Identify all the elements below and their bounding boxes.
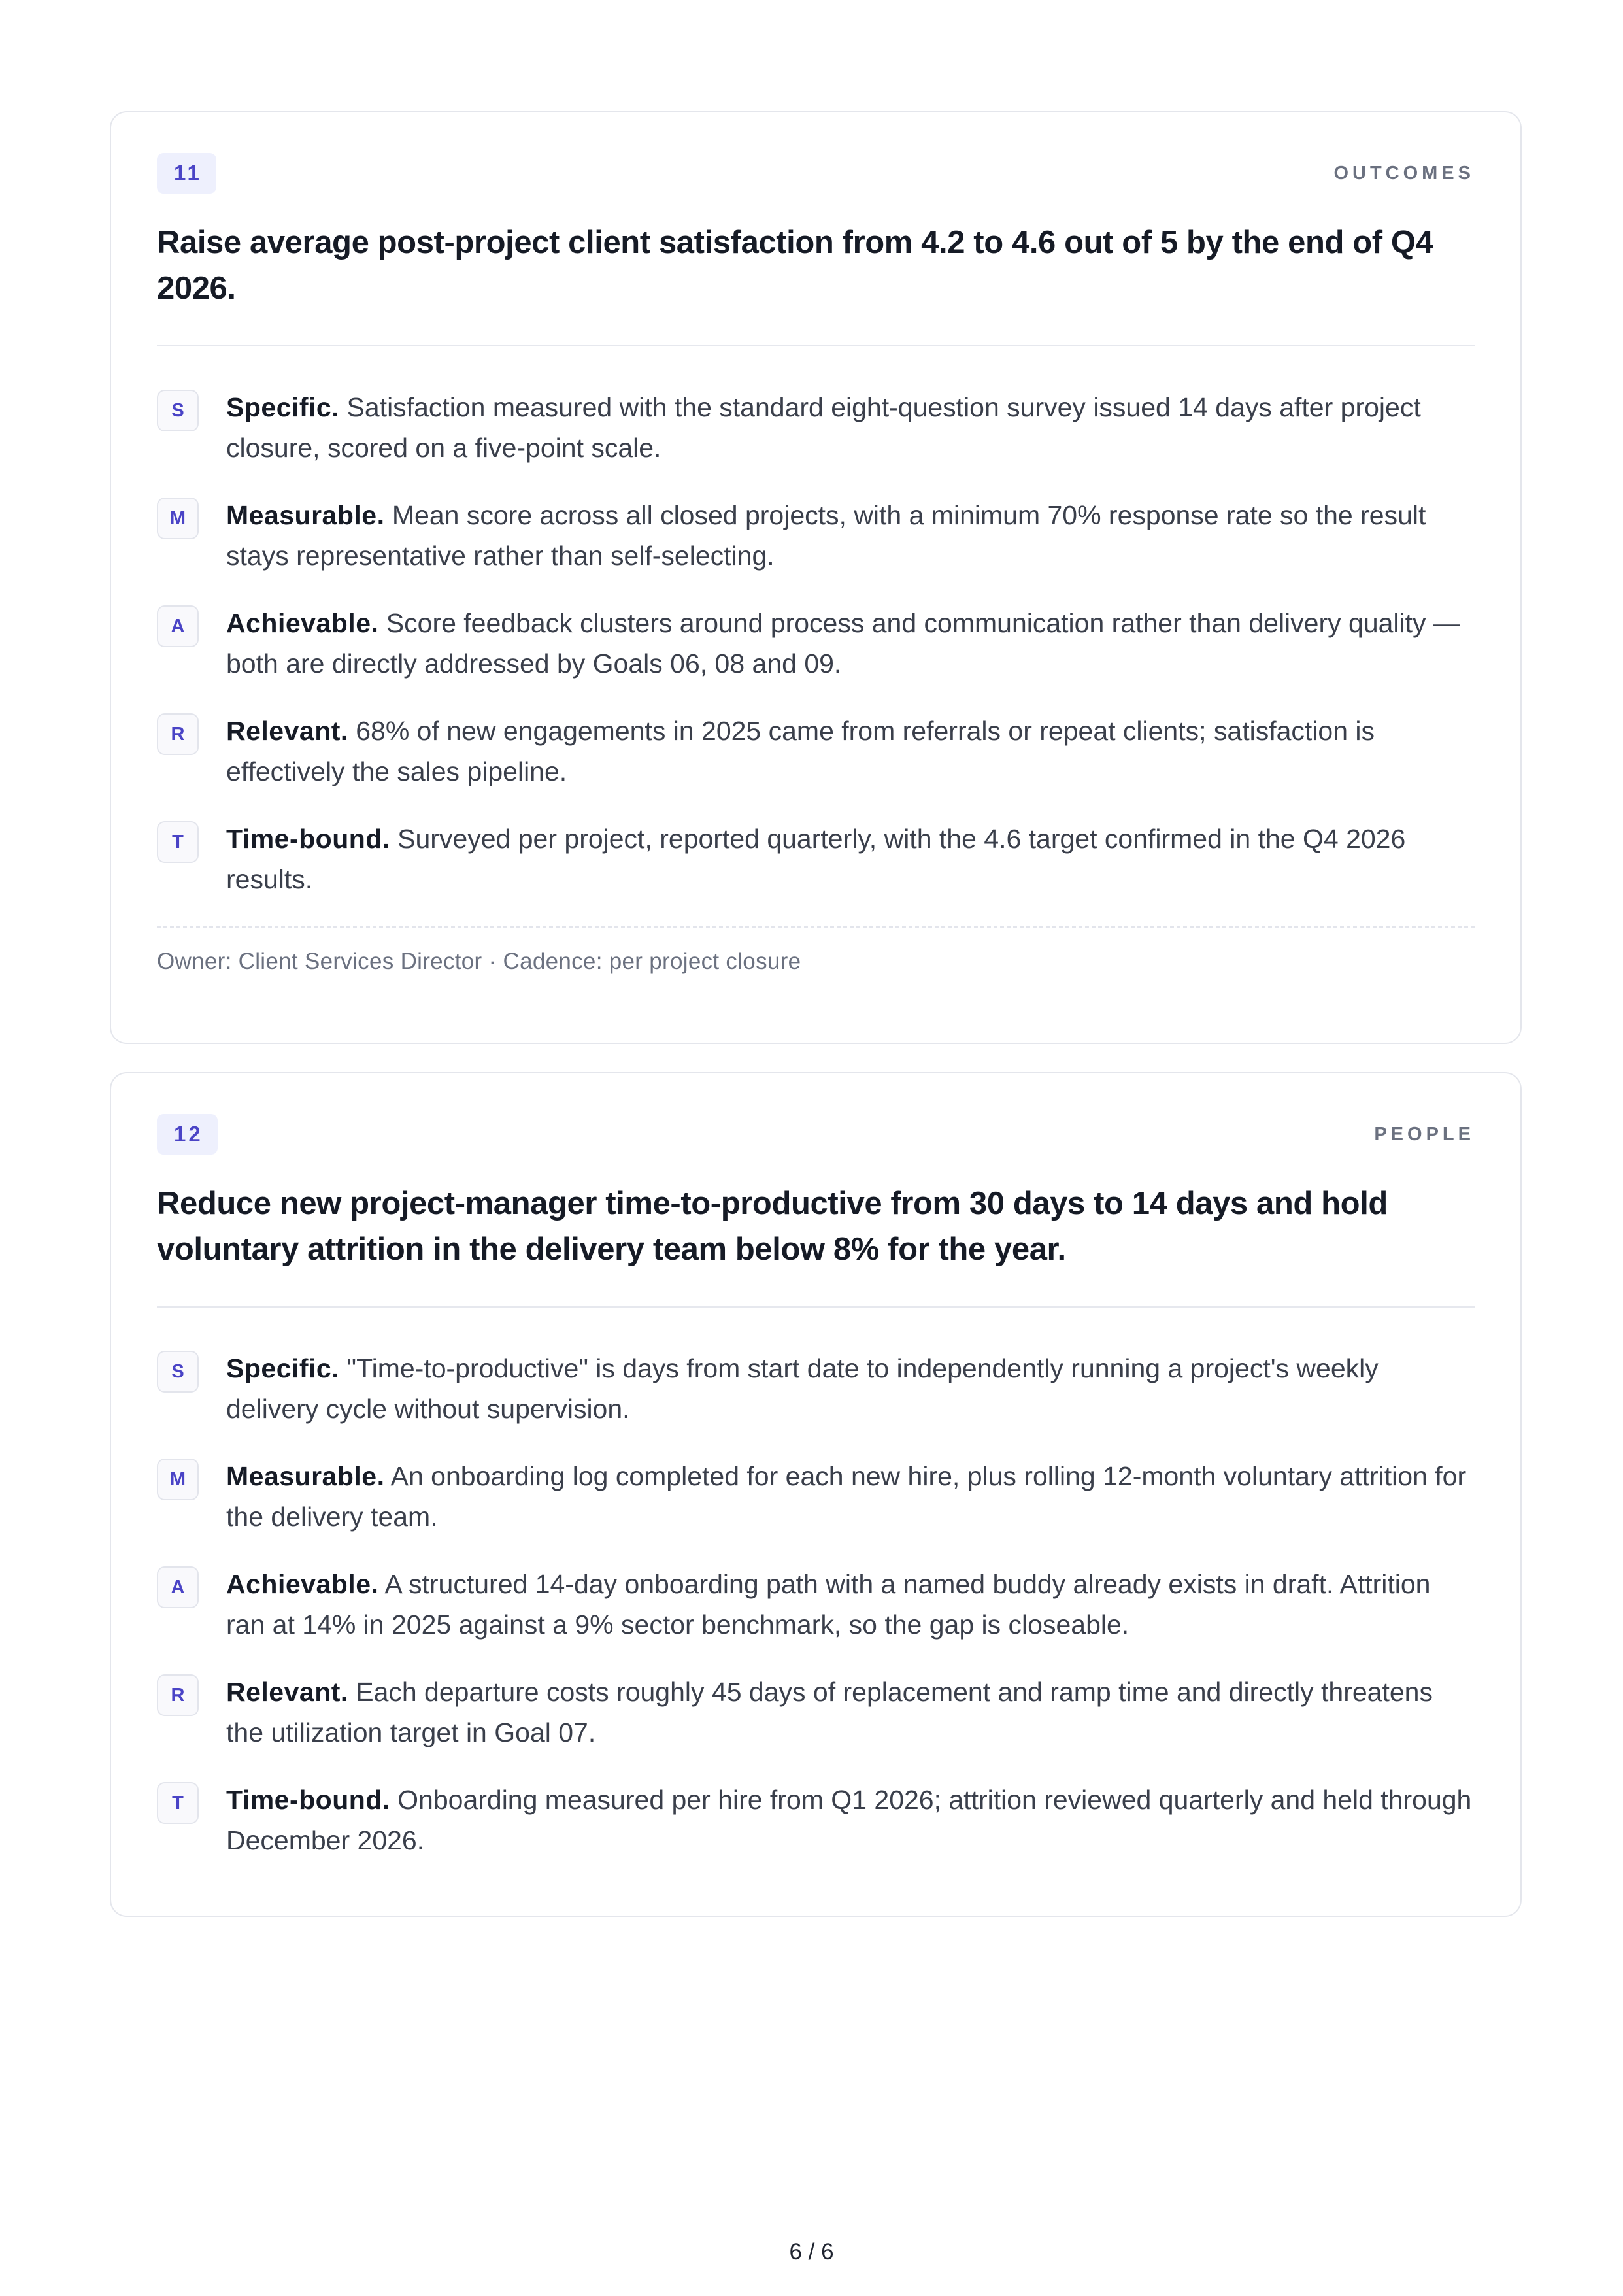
divider — [157, 345, 1475, 346]
smart-label: Measurable. — [226, 1461, 385, 1491]
smart-text: Onboarding measured per hire from Q1 2026; attrition reviewed quarterly and held through December 2026. — [226, 1785, 1472, 1855]
smart-text: 68% of new engagements in 2025 came from referrals or repeat clients; satisfaction is effectively the sales pipeline. — [226, 716, 1375, 786]
goal-category-label: OUTCOMES — [1333, 162, 1475, 184]
smart-letter-badge: T — [157, 821, 199, 863]
smart-label: Specific. — [226, 392, 340, 422]
smart-text: Each departure costs roughly 45 days of replacement and ramp time and directly threatens the utilization target in Goal 07. — [226, 1677, 1433, 1747]
goal-card-header — [157, 153, 1475, 194]
smart-item-relevant — [157, 711, 1475, 792]
smart-item-specific — [157, 387, 1475, 468]
goal-category-label: PEOPLE — [1374, 1123, 1475, 1145]
smart-text: A structured 14-day onboarding path with a named buddy already exists in draft. Attrition ran at 14% in 2025 against a 9% sector benchmark, so the gap is closeable. — [226, 1569, 1431, 1640]
smart-criteria-list — [157, 387, 1475, 900]
smart-label: Time-bound. — [226, 1785, 390, 1815]
divider — [157, 1306, 1475, 1308]
smart-text: Surveyed per project, reported quarterly, with the 4.6 target confirmed in the Q4 2026 results. — [226, 824, 1406, 894]
smart-description — [226, 1456, 1475, 1537]
smart-description — [226, 819, 1475, 900]
smart-letter-badge: A — [157, 605, 199, 647]
smart-item-time-bound — [157, 1780, 1475, 1861]
smart-description — [226, 495, 1475, 576]
smart-letter-badge: R — [157, 713, 199, 755]
smart-letter-badge: M — [157, 498, 199, 539]
smart-description — [226, 1348, 1475, 1429]
smart-label: Achievable. — [226, 608, 379, 638]
smart-label: Time-bound. — [226, 824, 390, 854]
smart-text: "Time-to-productive" is days from start date to independently running a project's weekly delivery cycle without supervision. — [226, 1353, 1379, 1424]
page-number: 6 / 6 — [789, 2239, 834, 2265]
smart-item-achievable — [157, 603, 1475, 684]
smart-label: Specific. — [226, 1353, 340, 1383]
smart-criteria-list — [157, 1348, 1475, 1861]
goal-card — [110, 1072, 1522, 1917]
goal-number-badge: 12 — [157, 1114, 218, 1155]
smart-text: Mean score across all closed projects, with a minimum 70% response rate so the result stays representative rather than self-selecting. — [226, 500, 1426, 571]
smart-label: Relevant. — [226, 716, 348, 746]
smart-text: Satisfaction measured with the standard eight-question survey issued 14 days after project closure, scored on a five-point scale. — [226, 392, 1421, 463]
smart-item-specific — [157, 1348, 1475, 1429]
smart-letter-badge: A — [157, 1566, 199, 1608]
smart-label: Relevant. — [226, 1677, 348, 1707]
smart-item-relevant — [157, 1672, 1475, 1753]
smart-description — [226, 1564, 1475, 1645]
smart-item-measurable — [157, 1456, 1475, 1537]
goal-number-badge: 11 — [157, 153, 216, 194]
footer-divider — [157, 926, 1475, 928]
smart-label: Achievable. — [226, 1569, 379, 1599]
goal-title: Reduce new project-manager time-to-productive from 30 days to 14 days and hold voluntary attrition in the delivery team below 8% for the year. — [157, 1186, 1388, 1267]
smart-description — [226, 1780, 1475, 1861]
smart-description — [226, 603, 1475, 684]
goal-title: Raise average post-project client satisfaction from 4.2 to 4.6 out of 5 by the end of Q4 2026. — [157, 225, 1433, 306]
smart-text: Score feedback clusters around process and communication rather than delivery quality — both are directly addressed by Goals 06, 08 and 09. — [226, 608, 1460, 679]
smart-letter-badge: S — [157, 390, 199, 431]
smart-description — [226, 387, 1475, 468]
smart-letter-badge: M — [157, 1459, 199, 1500]
smart-description — [226, 1672, 1475, 1753]
smart-item-time-bound — [157, 819, 1475, 900]
goal-owner-cadence: Owner: Client Services Director · Cadence: per project closure — [157, 949, 801, 974]
smart-text: An onboarding log completed for each new hire, plus rolling 12-month voluntary attrition for the delivery team. — [226, 1461, 1467, 1532]
goal-card — [110, 111, 1522, 1044]
goal-card-header — [157, 1114, 1475, 1155]
smart-item-measurable — [157, 495, 1475, 576]
smart-item-achievable — [157, 1564, 1475, 1645]
smart-letter-badge: S — [157, 1351, 199, 1393]
smart-letter-badge: T — [157, 1782, 199, 1824]
smart-description — [226, 711, 1475, 792]
smart-letter-badge: R — [157, 1674, 199, 1716]
smart-label: Measurable. — [226, 500, 385, 530]
